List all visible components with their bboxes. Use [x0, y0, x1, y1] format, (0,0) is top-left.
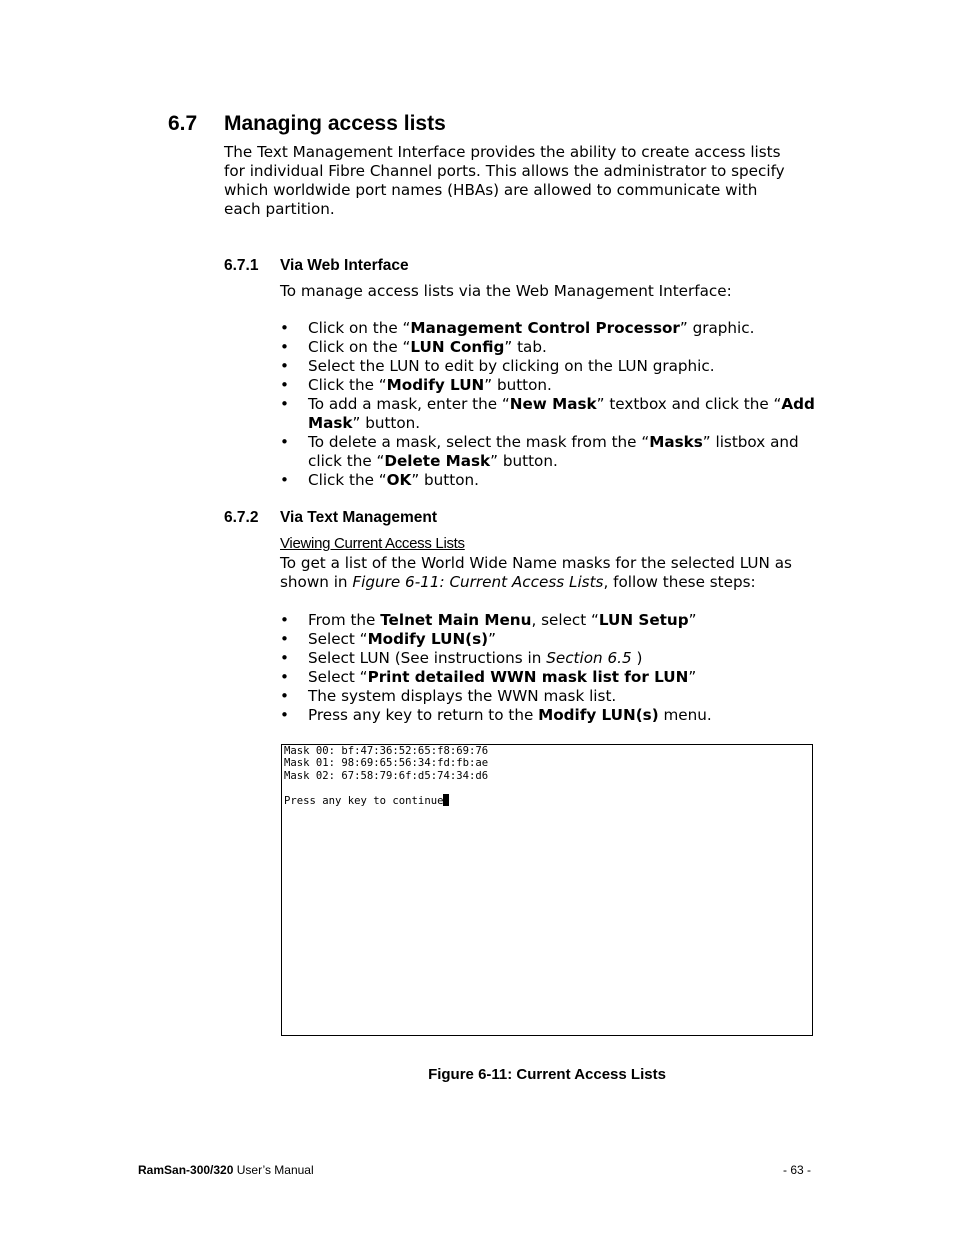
bullet-icon: • [280, 433, 289, 451]
list-item: • Select “Modify LUN(s)” [280, 630, 496, 648]
subsection-2-number: 6.7.2 [224, 509, 259, 526]
intro-line: for individual Fibre Channel ports. This allows the administrator to specify [224, 162, 785, 180]
section-number: 6.7 [168, 112, 198, 135]
list-item: • From the Telnet Main Menu, select “LUN Setup” [280, 611, 697, 629]
bullet-icon: • [280, 706, 289, 724]
subsection-2-title: Via Text Management [280, 509, 438, 526]
subheading-viewing-access-lists: Viewing Current Access Lists [280, 535, 465, 552]
list-item: • The system displays the WWN mask list. [280, 687, 617, 705]
bullet-icon: • [280, 471, 289, 489]
web-steps-list [280, 319, 818, 490]
intro-line: The Text Management Interface provides the ability to create access lists [224, 143, 781, 161]
footer-title [138, 1163, 314, 1177]
footer-manual: User’s Manual [233, 1163, 314, 1177]
bullet-icon: • [280, 319, 289, 337]
cursor-icon [443, 794, 449, 806]
page-number: - 63 - [783, 1163, 812, 1177]
figure-caption: Figure 6-11: Current Access Lists [428, 1066, 666, 1083]
list-item: • Press any key to return to the Modify LUN(s) menu. [280, 706, 712, 724]
intro-line: which worldwide port names (HBAs) are allowed to communicate with [224, 181, 758, 199]
subsection-1-title: Via Web Interface [280, 257, 409, 274]
list-item: • Select the LUN to edit by clicking on the LUN graphic. [280, 357, 715, 375]
section-title: Managing access lists [224, 112, 446, 135]
bullet-icon: • [280, 395, 289, 413]
list-item: • Click the “Modify LUN” button. [280, 376, 552, 394]
intro-line: each partition. [224, 200, 335, 218]
list-item: • To delete a mask, select the mask from the “Masks” listbox and click the “Delete Mask” button. [280, 433, 799, 470]
terminal-line: Mask 01: 98:69:65:56:34:fd:fb:ae [284, 757, 489, 770]
footer-product: RamSan-300/320 [138, 1163, 234, 1177]
list-item: • Select LUN (See instructions in Section 6.5 ) [280, 649, 643, 667]
figure-reference: Figure 6-11: Current Access Lists [352, 573, 604, 591]
list-item: • Click the “OK” button. [280, 471, 479, 489]
terminal-prompt: Press any key to continue [284, 795, 444, 808]
subsection-1-intro: To manage access lists via the Web Management Interface: [280, 282, 732, 300]
bullet-icon: • [280, 668, 289, 686]
bullet-icon: • [280, 687, 289, 705]
list-item: • Select “Print detailed WWN mask list for LUN” [280, 668, 697, 686]
subsection-1-number: 6.7.1 [224, 257, 259, 274]
intro-paragraph [224, 143, 824, 219]
bullet-icon: • [280, 376, 289, 394]
list-item: • Click on the “LUN Config” tab. [280, 338, 547, 356]
terminal-screenshot [281, 744, 813, 1036]
telnet-steps-list [280, 611, 818, 725]
list-item: • Click on the “Management Control Processor” graphic. [280, 319, 755, 337]
bullet-icon: • [280, 338, 289, 356]
bullet-icon: • [280, 630, 289, 648]
terminal-output [282, 745, 812, 807]
subsection-2-paragraph: To get a list of the World Wide Name masks for the selected LUN as shown in Figure 6-11: Current Access Lists, follow these steps: [280, 554, 792, 591]
terminal-line: Mask 00: bf:47:36:52:65:f8:69:76 [284, 745, 489, 757]
bullet-icon: • [280, 611, 289, 629]
bullet-icon: • [280, 357, 289, 375]
terminal-line: Mask 02: 67:58:79:6f:d5:74:34:d6 [284, 769, 489, 782]
bullet-icon: • [280, 649, 289, 667]
list-item: • To add a mask, enter the “New Mask” textbox and click the “Add Mask” button. [280, 395, 815, 432]
